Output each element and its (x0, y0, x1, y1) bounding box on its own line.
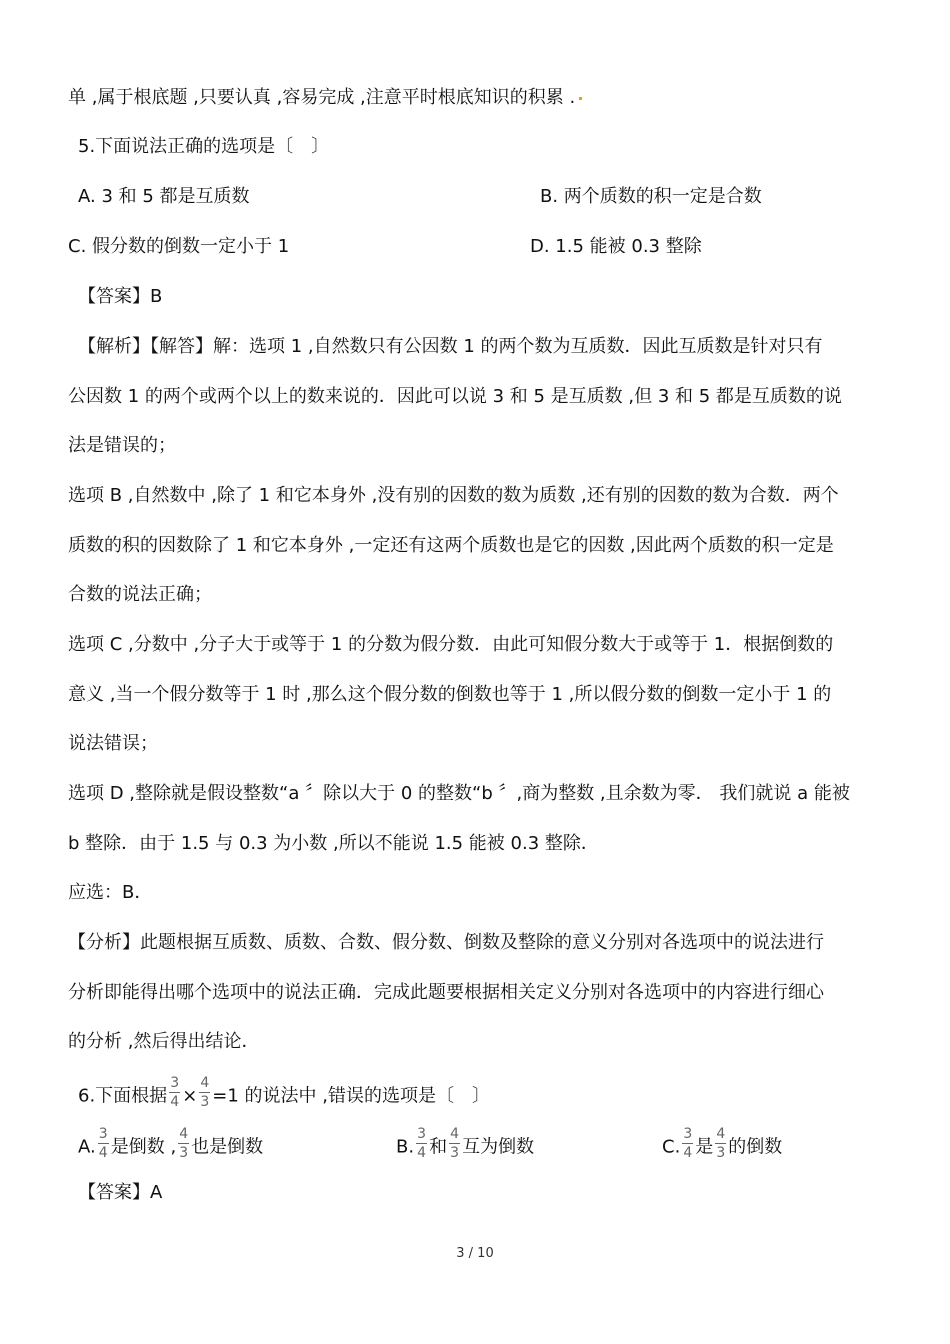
q5-analysis-line: 说法错误； (68, 733, 158, 754)
q5-analysis-line: b 整除．由于 1.5 与 0.3 为小数 ,所以不能说 1.5 能被 0.3 整除． (68, 833, 599, 854)
q5-analysis-line: 合数的说法正确； (68, 584, 212, 605)
q5-analysis-line: 质数的积的因数除了 1 和它本身外 ,一定还有这两个质数也是它的因数 ,因此两个质数的积一定是 (68, 535, 834, 556)
fraction-4-3: $\frac{4}{3}$ (450, 1126, 460, 1161)
q5-answer: 【答案】B (78, 286, 163, 307)
page-number: 3 / 10 (456, 1246, 494, 1261)
fraction-3-4: $\frac{3}{4}$ (683, 1126, 693, 1161)
fraction-4-3: $\frac{4}{3}$ (179, 1126, 189, 1161)
q5-analysis-line: 的分析 ,然后得出结论． (68, 1031, 260, 1052)
q5-analysis-line: 选项 B ,自然数中 ,除了 1 和它本身外 ,没有别的因数的数为质数 ,还有别的因数的数为合数．两个 (68, 485, 839, 506)
q6-option-b: B. $\frac{3}{4}$ 和 $\frac{4}{3}$ 互为倒数 (396, 1126, 535, 1161)
q6-answer: 【答案】A (78, 1182, 163, 1203)
q5-option-d: D. 1.5 能被 0.3 整除 (530, 236, 702, 257)
q5-analysis-line: 应选：B． (68, 882, 153, 903)
fraction-3-4: $\frac{3}{4}$ (98, 1126, 108, 1161)
q5-analysis-line: 选项 C ,分数中 ,分子大于或等于 1 的分数为假分数．由此可知假分数大于或等于 1．根据倒数的 (68, 634, 834, 655)
intro-text: 单 ,属于根底题 ,只要认真 ,容易完成 ,注意平时根底知识的积累 . (68, 86, 582, 110)
q5-analysis-line: 公因数 1 的两个或两个以上的数来说的．因此可以说 3 和 5 是互质数 ,但 3 和 5 都是互质数的说 (68, 386, 842, 407)
q5-analysis-line: 【解析】【解答】解：选项 1 ,自然数只有公因数 1 的两个数为互质数．因此互质数是针对只有 (78, 336, 823, 357)
question-5-stem: 5.下面说法正确的选项是〔 〕 (78, 136, 330, 157)
q6-option-a: A. $\frac{3}{4}$ 是倒数 , $\frac{4}{3}$ 也是倒数 (78, 1126, 264, 1161)
q5-option-c: C. 假分数的倒数一定小于 1 (68, 236, 290, 257)
question-6-stem: 6.下面根据 $\frac{3}{4}$ × $\frac{4}{3}$ =1 的说法中 ,错误的选项是〔 〕 (78, 1075, 490, 1110)
q5-analysis-line: 选项 D ,整除就是假设整数“a 〞除以大于 0 的整数“b 〞,商为整数 ,且余数为零． 我们就说 a 能被 (68, 783, 850, 804)
q6-option-c: C. $\frac{3}{4}$ 是 $\frac{4}{3}$ 的倒数 (662, 1126, 783, 1161)
q5-option-b: B. 两个质数的积一定是合数 (540, 186, 762, 207)
q5-analysis-line: 法是错误的； (68, 435, 176, 456)
fraction-4-3: $\frac{4}{3}$ (716, 1126, 726, 1161)
q5-analysis-line: 分析即能得出哪个选项中的说法正确．完成此题要根据相关定义分别对各选项中的内容进行细心 (68, 982, 824, 1003)
fraction-3-4: $\frac{3}{4}$ (170, 1075, 180, 1110)
q5-analysis-line: 意义 ,当一个假分数等于 1 时 ,那么这个假分数的倒数也等于 1 ,所以假分数的倒数一定小于 1 的 (68, 684, 832, 705)
fraction-3-4: $\frac{3}{4}$ (417, 1126, 427, 1161)
fraction-4-3: $\frac{4}{3}$ (200, 1075, 210, 1110)
q5-option-a: A. 3 和 5 都是互质数 (78, 186, 250, 207)
q5-analysis-line: 【分析】此题根据互质数、质数、合数、假分数、倒数及整除的意义分别对各选项中的说法进行 (68, 932, 824, 953)
highlight-dot-icon (579, 97, 582, 100)
